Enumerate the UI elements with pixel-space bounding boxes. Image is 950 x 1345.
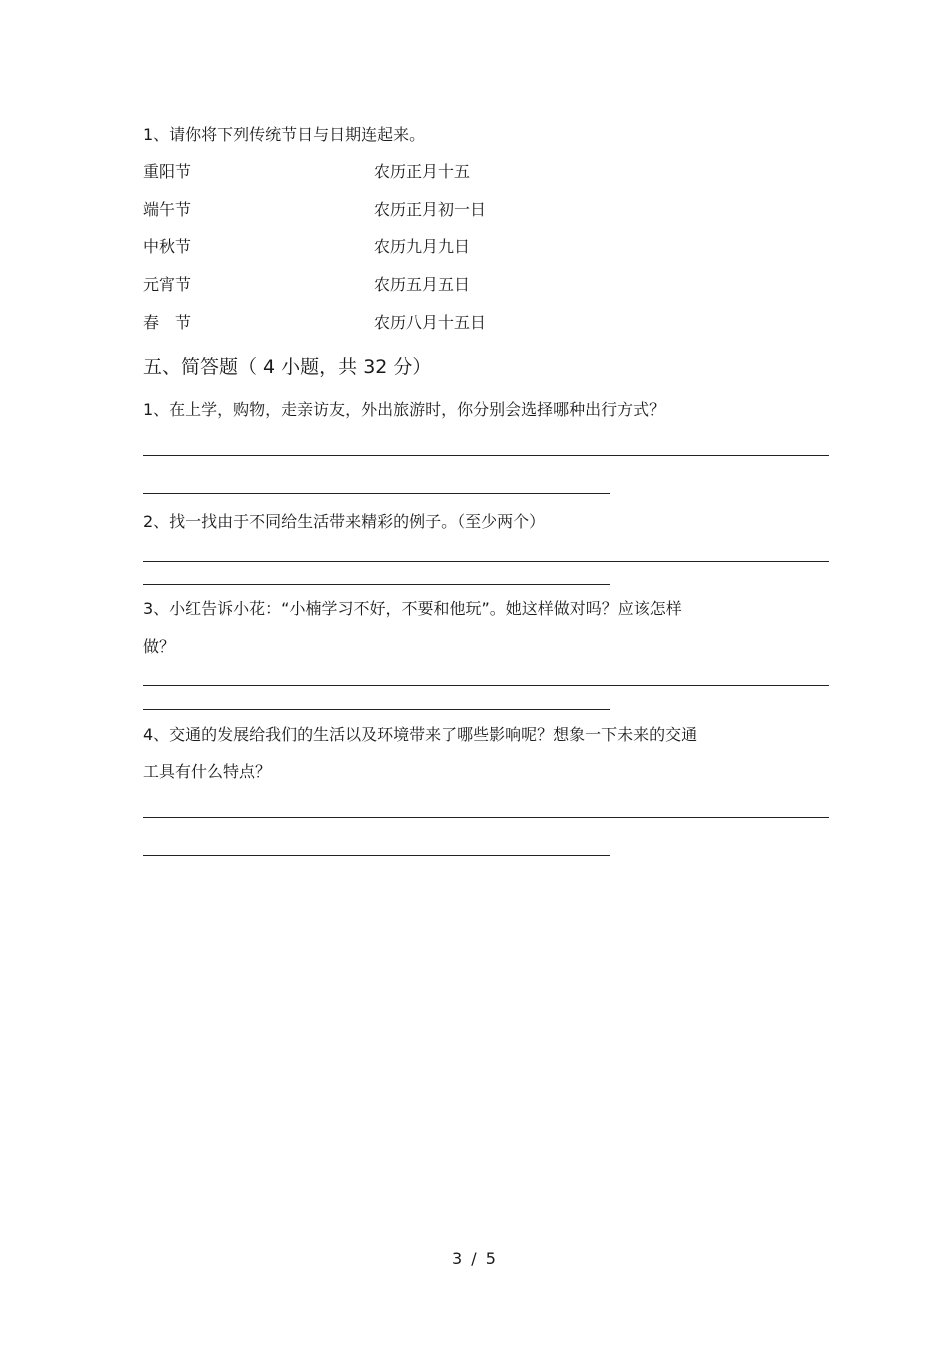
date-item: 农历八月十五日: [374, 313, 487, 332]
question-text: 3、小红告诉小花：“小楠学习不好，不要和他玩”。她这样做对吗？应该怎样: [143, 599, 682, 618]
answer-line[interactable]: [143, 455, 829, 456]
question-text-continued: 工具有什么特点？: [143, 762, 272, 781]
matching-question-title: 1、请你将下列传统节日与日期连起来。: [143, 125, 426, 144]
festival-item: 元宵节: [143, 275, 192, 294]
answer-line[interactable]: [143, 584, 610, 585]
question-text: 1、在上学，购物，走亲访友，外出旅游时，你分别会选择哪种出行方式？: [143, 400, 666, 419]
answer-line[interactable]: [143, 709, 610, 710]
question-text-continued: 做？: [143, 637, 176, 656]
answer-line[interactable]: [143, 493, 610, 494]
festival-item: 春 节: [143, 313, 192, 332]
answer-line[interactable]: [143, 685, 829, 686]
date-item: 农历九月九日: [374, 237, 471, 256]
section-heading: 五、简答题（ 4 小题，共 32 分）: [143, 356, 432, 378]
festival-item: 中秋节: [143, 237, 192, 256]
festival-item: 端午节: [143, 200, 192, 219]
date-item: 农历正月十五: [374, 162, 471, 181]
question-text: 2、找一找由于不同给生活带来精彩的例子。（至少两个）: [143, 512, 546, 531]
answer-line[interactable]: [143, 817, 829, 818]
answer-line[interactable]: [143, 561, 829, 562]
festival-item: 重阳节: [143, 162, 192, 181]
date-item: 农历五月五日: [374, 275, 471, 294]
answer-line[interactable]: [143, 855, 610, 856]
question-text: 4、交通的发展给我们的生活以及环境带来了哪些影响呢？想象一下未来的交通: [143, 725, 698, 744]
date-item: 农历正月初一日: [374, 200, 487, 219]
page-number: 3 / 5: [452, 1249, 498, 1268]
